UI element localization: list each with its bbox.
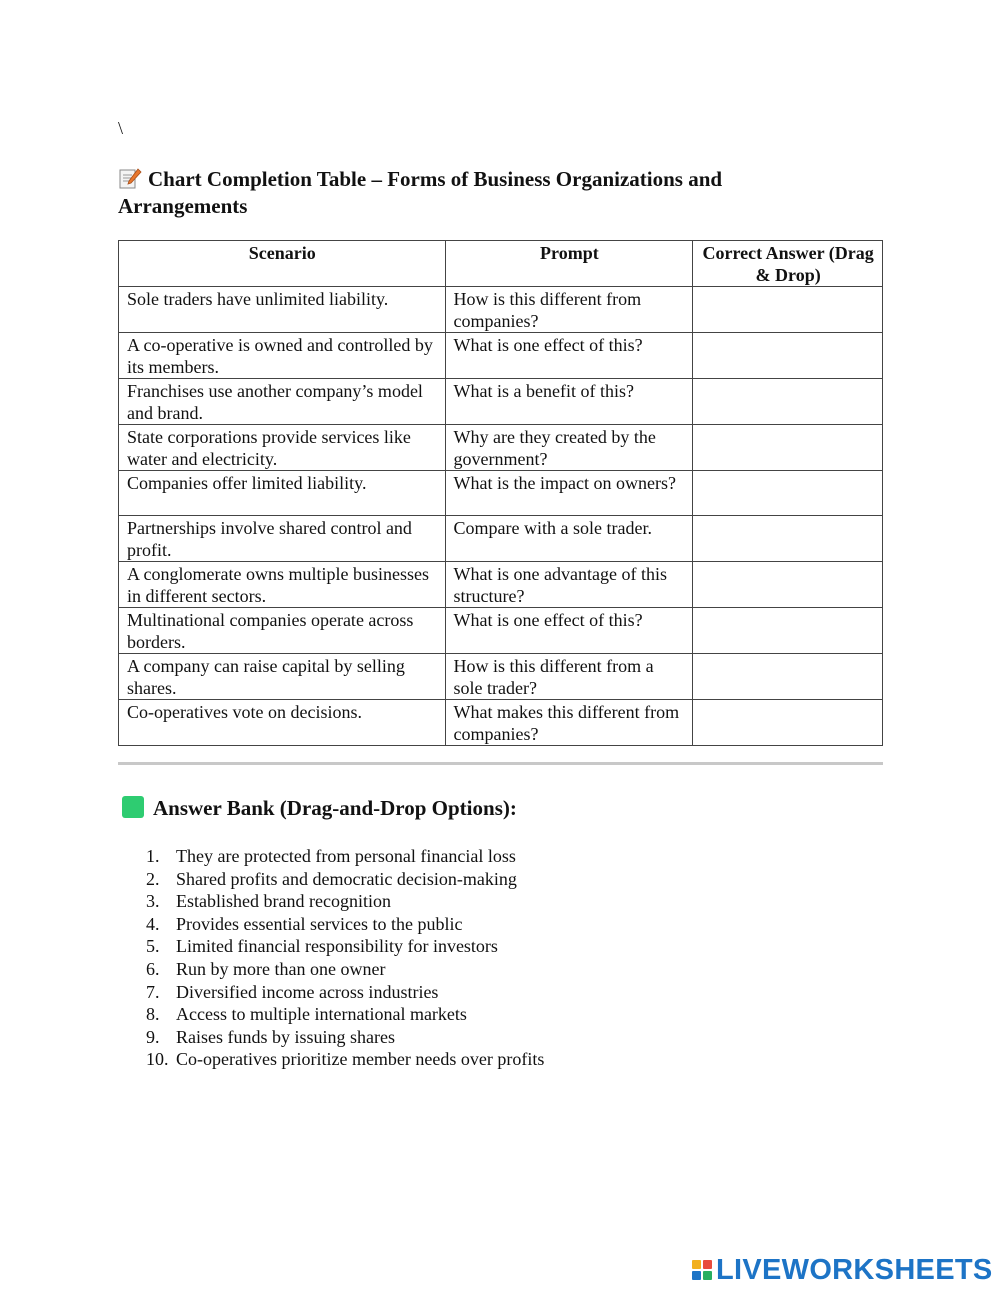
answer-drop-zone[interactable] [693, 516, 883, 562]
answer-drop-zone[interactable] [693, 562, 883, 608]
header-correct-answer: Correct Answer (Drag & Drop) [693, 241, 883, 287]
answer-option[interactable] [146, 958, 544, 981]
answer-drop-zone[interactable] [693, 425, 883, 471]
option-text: Limited financial responsibility for investors [176, 936, 498, 957]
option-text: Diversified income across industries [176, 981, 439, 1002]
scenario-cell: Companies offer limited liability. [119, 471, 446, 516]
answer-option[interactable] [146, 890, 544, 913]
stray-backslash: \ [118, 118, 124, 138]
answer-drop-zone[interactable] [693, 379, 883, 425]
prompt-cell: What makes this different from companies? [445, 700, 693, 746]
answer-drop-zone[interactable] [693, 654, 883, 700]
answer-drop-zone[interactable] [693, 471, 883, 516]
option-text: Shared profits and democratic decision-making [176, 868, 517, 889]
option-number: 7. [146, 981, 160, 1002]
prompt-cell: What is one effect of this? [445, 333, 693, 379]
liveworksheets-logo [692, 1252, 993, 1288]
logo-tile [703, 1271, 712, 1280]
option-number: 10. [146, 1049, 169, 1070]
option-number: 2. [146, 868, 160, 889]
prompt-cell: Compare with a sole trader. [445, 516, 693, 562]
table-header-row [119, 241, 883, 287]
answer-drop-zone[interactable] [693, 700, 883, 746]
scenario-cell: A company can raise capital by selling shares. [119, 654, 446, 700]
page-title [118, 166, 818, 220]
option-number: 3. [146, 891, 160, 912]
prompt-cell: What is one advantage of this structure? [445, 562, 693, 608]
answer-option[interactable] [146, 1003, 544, 1026]
option-number: 4. [146, 913, 160, 934]
answer-drop-zone[interactable] [693, 608, 883, 654]
answer-option[interactable] [146, 1048, 544, 1071]
scenario-cell: A co-operative is owned and controlled by its members. [119, 333, 446, 379]
option-text: They are protected from personal financial loss [176, 846, 516, 866]
scenario-cell: State corporations provide services like water and electricity. [119, 425, 446, 471]
memo-icon [118, 167, 142, 189]
logo-mark-icon [692, 1260, 712, 1280]
answer-bank-list [146, 845, 544, 1071]
table-row [119, 379, 883, 425]
table-row [119, 425, 883, 471]
chart-completion-table [118, 240, 883, 746]
table-row [119, 287, 883, 333]
answer-option[interactable] [146, 845, 544, 868]
page-title-text: Chart Completion Table – Forms of Business Organizations and Arrangements [118, 167, 723, 218]
option-number: 8. [146, 1004, 160, 1025]
table-row [119, 562, 883, 608]
prompt-cell: How is this different from companies? [445, 287, 693, 333]
option-text: Raises funds by issuing shares [176, 1026, 395, 1047]
prompt-cell: What is the impact on owners? [445, 471, 693, 516]
prompt-cell: Why are they created by the government? [445, 425, 693, 471]
table-row [119, 700, 883, 746]
option-number: 5. [146, 936, 160, 957]
answer-option[interactable] [146, 913, 544, 936]
option-number: 9. [146, 1026, 160, 1047]
logo-tile [692, 1271, 701, 1280]
logo-tile [703, 1260, 712, 1269]
option-text: Provides essential services to the public [176, 913, 463, 934]
table-row [119, 654, 883, 700]
table-row [119, 516, 883, 562]
header-prompt: Prompt [445, 241, 693, 287]
table-row [119, 608, 883, 654]
header-scenario: Scenario [119, 241, 446, 287]
prompt-cell: What is a benefit of this? [445, 379, 693, 425]
green-square-icon [122, 796, 144, 818]
section-divider [118, 762, 883, 765]
answer-option[interactable] [146, 868, 544, 891]
answer-option[interactable] [146, 935, 544, 958]
option-text: Run by more than one owner [176, 958, 386, 979]
scenario-cell: Multinational companies operate across borders. [119, 608, 446, 654]
scenario-cell: Franchises use another company’s model and brand. [119, 379, 446, 425]
answer-drop-zone[interactable] [693, 287, 883, 333]
scenario-cell: Sole traders have unlimited liability. [119, 287, 446, 333]
scenario-cell: Partnerships involve shared control and profit. [119, 516, 446, 562]
answer-option[interactable] [146, 981, 544, 1004]
prompt-cell: How is this different from a sole trader? [445, 654, 693, 700]
logo-tile [692, 1260, 701, 1269]
scenario-cell: A conglomerate owns multiple businesses in different sectors. [119, 562, 446, 608]
prompt-cell: What is one effect of this? [445, 608, 693, 654]
option-text: Access to multiple international markets [176, 1004, 467, 1025]
table-row [119, 333, 883, 379]
option-text: Established brand recognition [176, 891, 391, 912]
answer-drop-zone[interactable] [693, 333, 883, 379]
table-row [119, 471, 883, 516]
logo-text: LIVEWORKSHEETS [716, 1253, 993, 1286]
answer-option[interactable] [146, 1026, 544, 1049]
scenario-cell: Co-operatives vote on decisions. [119, 700, 446, 746]
option-number: 6. [146, 958, 160, 979]
answer-bank-heading [122, 795, 517, 822]
answer-bank-heading-text: Answer Bank (Drag-and-Drop Options): [153, 796, 517, 820]
option-text: Co-operatives prioritize member needs over profits [176, 1049, 545, 1070]
option-number: 1. [146, 846, 160, 866]
